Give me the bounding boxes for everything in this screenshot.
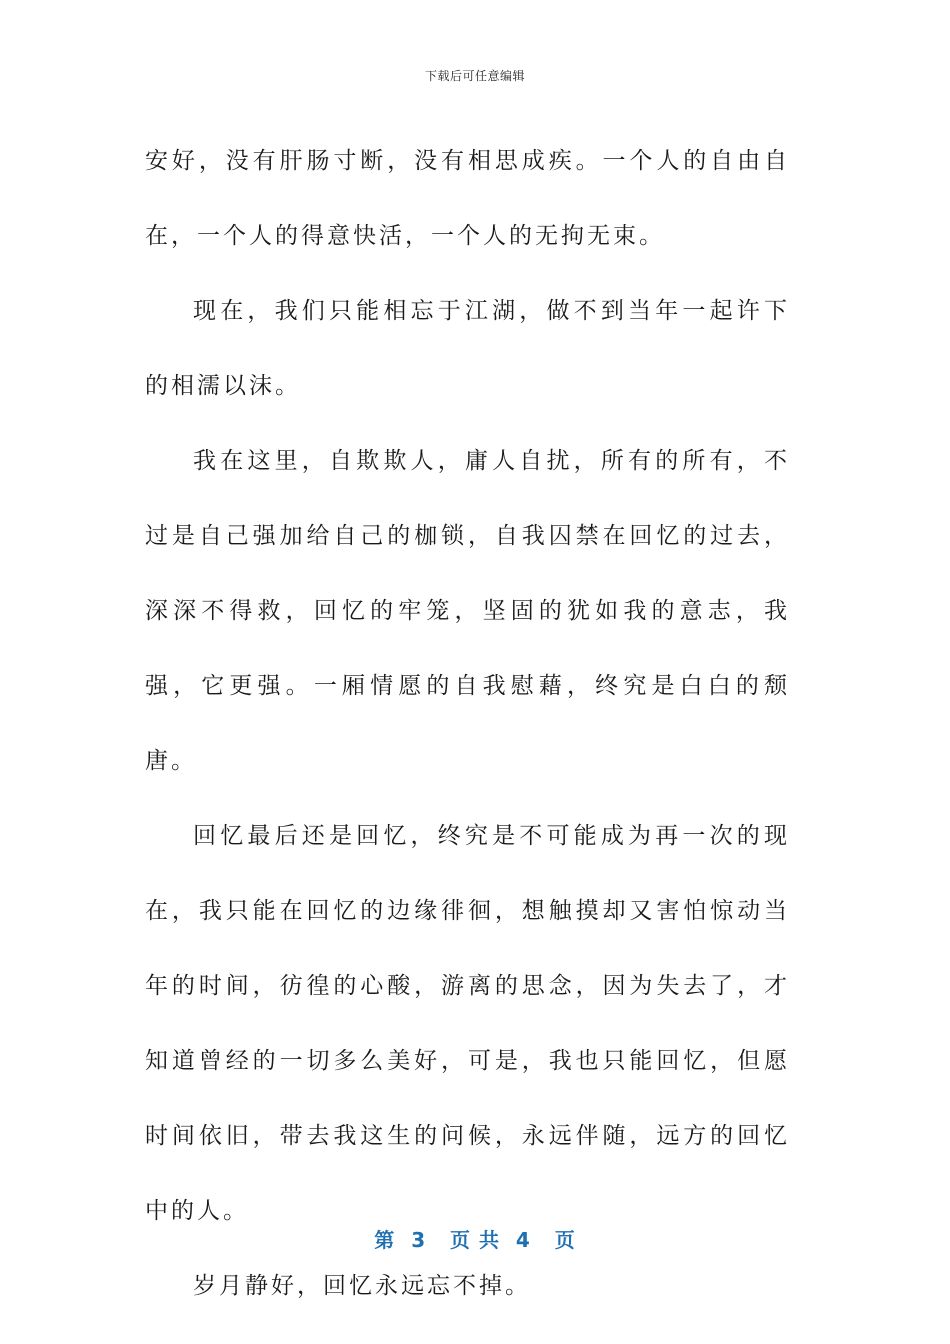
paragraph: 我在这里，自欺欺人，庸人自扰，所有的所有，不过是自己强加给自己的枷锁，自我囚禁在回忆的过去，深深不得救，回忆的牢笼，坚固的犹如我的意志，我强，它更强。一厢情愿的自我慰藉，终究是白白的颓唐。 <box>145 448 790 774</box>
paragraph: 岁月静好，回忆永远忘不掉。 <box>193 1273 531 1299</box>
page-header: 下载后可任意编辑 <box>424 69 525 83</box>
document-body <box>145 124 790 1324</box>
paragraph: 回忆最后还是回忆，终究是不可能成为再一次的现在，我只能在回忆的边缘徘徊，想触摸却又害怕惊动当年的时间，彷徨的心酸，游离的思念，因为失去了，才知道曾经的一切多么美好，可是，我也只能回忆，但愿时间依旧，带去我这生的问候，永远伴随，远方的回忆中的人。 <box>145 823 790 1224</box>
paragraph: 现在，我们只能相忘于江湖，做不到当年一起许下的相濡以沫。 <box>145 298 790 399</box>
paragraph: 安好，没有肝肠寸断，没有相思成疾。一个人的自由自在，一个人的得意快活，一个人的无拘无束。 <box>145 148 790 249</box>
page-footer-page-number: 第 3 页 共 4 页 <box>374 1228 576 1252</box>
